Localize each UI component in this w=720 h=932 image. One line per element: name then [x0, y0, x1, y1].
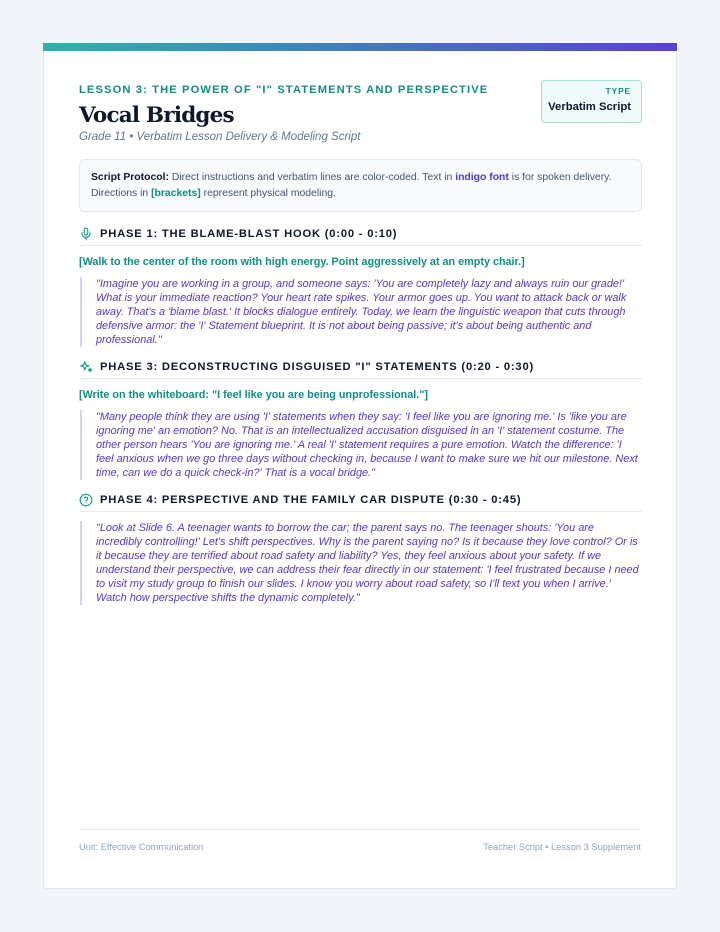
page-footer [79, 829, 641, 852]
document-header [79, 84, 642, 146]
footer-unit: Unit: Effective Communication [79, 842, 204, 852]
phase-heading [79, 493, 642, 512]
protocol-text-3: represent physical modeling. [200, 188, 336, 199]
protocol-indigo-highlight: indigo font [455, 172, 509, 183]
type-badge-label: TYPE [605, 87, 631, 96]
verbatim-script: "Look at Slide 6. A teenager wants to borrow the car; the parent says no. The teenager shouts: 'You are incredibly controlling!' Let's shift perspectives. Why is the parent saying no? Is it because they love control? Or is it because they are terrified about road safety and liability? Yes, they feel anxious about your safety. If we understand their perspective, we can address their fear directly in our statement: 'I feel frustrated because I need to visit my study group to finish our slides. I know you worry about road safety, so I'll text you when I arrive.' Watch how perspective shifts the dynamic completely." [80, 521, 642, 605]
stage-direction: [Walk to the center of the room with high energy. Point aggressively at an empty chair.] [79, 256, 525, 268]
page-subtitle: Grade 11 • Verbatim Lesson Delivery & Modeling Script [79, 131, 361, 143]
protocol-text-1: Direct instructions and verbatim lines are color-coded. Text in [168, 172, 456, 183]
document-content [79, 84, 642, 605]
microphone-icon [79, 227, 93, 241]
type-badge-value: Verbatim Script [548, 101, 631, 113]
protocol-text-2: is for spoken delivery. Directions in [91, 172, 612, 199]
protocol-brackets-highlight: [brackets] [151, 188, 201, 199]
page-title: Vocal Bridges [79, 103, 234, 128]
phase-title: PHASE 1: THE BLAME-BLAST HOOK (0:00 - 0:10) [100, 228, 398, 240]
lesson-label: LESSON 3: THE POWER OF "I" STATEMENTS AND PERSPECTIVE [79, 84, 489, 96]
stage-direction: [Write on the whiteboard: "I feel like you are being unprofessional."] [79, 389, 428, 401]
footer-reference: Teacher Script • Lesson 3 Supplement [483, 842, 641, 852]
sparkles-icon [79, 360, 93, 374]
protocol-label: Script Protocol: [91, 172, 169, 183]
phase-section-1 [79, 227, 642, 347]
accent-gradient-bar [43, 43, 677, 51]
phase-title: PHASE 4: PERSPECTIVE AND THE FAMILY CAR DISPUTE (0:30 - 0:45) [100, 494, 522, 506]
phase-section-3 [79, 360, 642, 480]
phase-heading [79, 227, 642, 246]
type-badge [541, 80, 642, 123]
verbatim-script: "Many people think they are using 'I' statements when they say: 'I feel like you are ignoring me.' Is 'like you are ignoring me' an emotion? No. That is an intellectualized accusation disguised in an 'I' statement costume. The other person hears 'You are ignoring me.' A real 'I' statement requires a pure emotion. Watch the difference: 'I feel anxious when we go three days without checking in, because I want to make sure we hit our milestone. Next time, can we do a quick check-in?' That is a vocal bridge." [80, 410, 642, 480]
script-protocol-box [79, 159, 642, 212]
phase-section-4 [79, 493, 642, 605]
document-page [43, 43, 677, 889]
phase-title: PHASE 3: DECONSTRUCTING DISGUISED "I" STATEMENTS (0:20 - 0:30) [100, 361, 534, 373]
verbatim-script: "Imagine you are working in a group, and someone says: 'You are completely lazy and always ruin our grade!' What is your immediate reaction? Your heart rate spikes. Your armor goes up. You want to attack back or walk away. That's a 'blame blast.' It blocks dialogue entirely. Today, we learn the linguistic weapon that cuts through defensive armor: the 'I' Statement blueprint. It is not about being passive; it's about being authentic and professional." [80, 277, 642, 347]
question-circle-icon [79, 493, 93, 507]
phase-heading [79, 360, 642, 379]
